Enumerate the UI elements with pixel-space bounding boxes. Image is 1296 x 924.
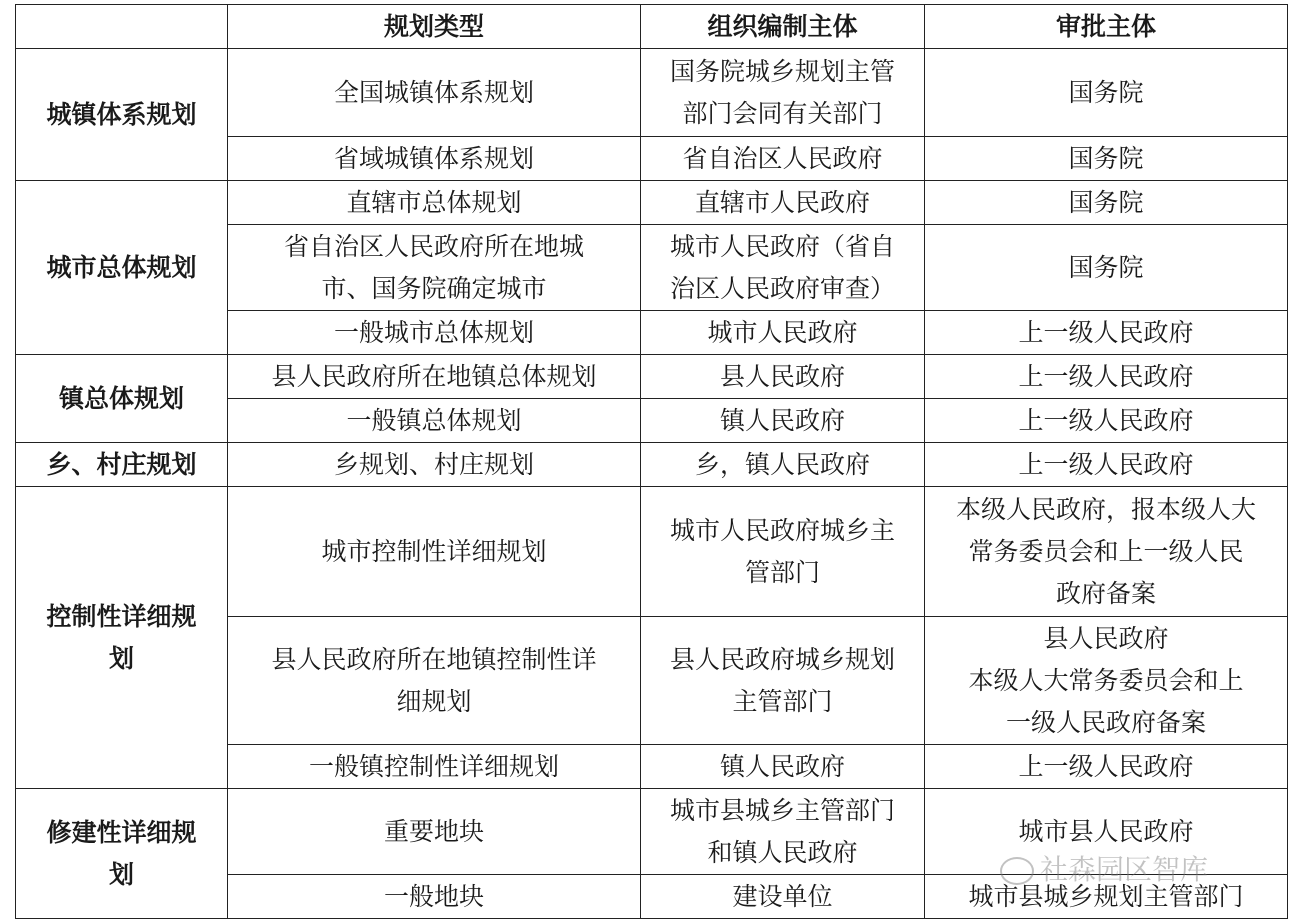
category-cell	[16, 487, 228, 789]
plan-type-cell-line: 一般镇控制性详细规划	[308, 751, 559, 781]
organizer-cell-line: 城市人民政府	[707, 317, 858, 347]
organizer-cell-line: 县人民政府城乡规划	[669, 644, 895, 674]
organizer-cell-line: 城市人民政府（省自	[669, 231, 895, 261]
table-row	[16, 355, 1288, 399]
plan-type-cell	[228, 399, 641, 443]
approver-cell-line: 县人民政府	[1043, 623, 1169, 653]
organizer-cell-line: 国务院城乡规划主管	[669, 56, 895, 86]
approver-cell	[925, 355, 1288, 399]
plan-type-cell-line: 省自治区人民政府所在地城	[283, 231, 584, 261]
approver-cell-line: 本级人民政府，报本级人大	[955, 494, 1256, 524]
organizer-cell-line: 县人民政府	[719, 361, 845, 391]
category-cell-line: 修建性详细规	[46, 817, 197, 847]
organizer-cell	[641, 355, 925, 399]
approver-cell	[925, 875, 1288, 919]
table-row	[16, 443, 1288, 487]
organizer-cell-line: 管部门	[744, 557, 820, 587]
plan-type-cell-line: 直辖市总体规划	[346, 187, 522, 217]
approver-cell	[925, 49, 1288, 137]
approver-cell	[925, 225, 1288, 311]
plan-type-cell	[228, 487, 641, 617]
approver-cell	[925, 789, 1288, 875]
organizer-cell	[641, 745, 925, 789]
approver-cell-line: 上一级人民政府	[1018, 405, 1194, 435]
category-cell	[16, 789, 228, 919]
plan-type-cell-line: 市、国务院确定城市	[321, 273, 547, 303]
header-row	[16, 5, 1288, 49]
approver-cell-line: 国务院	[1068, 143, 1144, 173]
approver-cell-line: 上一级人民政府	[1018, 449, 1194, 479]
organizer-cell-line: 镇人民政府	[719, 405, 845, 435]
approver-cell	[925, 399, 1288, 443]
organizer-cell-line: 建设单位	[732, 881, 833, 911]
category-cell-line: 乡、村庄规划	[46, 449, 197, 479]
plan-type-cell	[228, 617, 641, 745]
organizer-cell	[641, 181, 925, 225]
category-cell-line: 城市总体规划	[46, 252, 197, 282]
header-blank	[16, 5, 228, 49]
plan-type-cell-line: 省域城镇体系规划	[333, 143, 534, 173]
category-cell	[16, 181, 228, 355]
organizer-cell-line: 城市县城乡主管部门	[669, 795, 895, 825]
approver-cell	[925, 487, 1288, 617]
table-row	[16, 487, 1288, 617]
approver-cell-line: 国务院	[1068, 77, 1144, 107]
plan-type-cell	[228, 443, 641, 487]
approver-cell-line: 上一级人民政府	[1018, 361, 1194, 391]
approver-cell	[925, 745, 1288, 789]
approver-cell	[925, 181, 1288, 225]
organizer-cell	[641, 137, 925, 181]
organizer-cell	[641, 225, 925, 311]
plan-type-cell-line: 县人民政府所在地镇总体规划	[271, 361, 597, 391]
approver-cell-line: 常务委员会和上一级人民	[968, 536, 1244, 566]
header-plan-type: 规划类型	[228, 5, 641, 49]
plan-type-cell-line: 县人民政府所在地镇控制性详	[271, 644, 597, 674]
approver-cell	[925, 617, 1288, 745]
category-cell	[16, 355, 228, 443]
plan-type-cell	[228, 137, 641, 181]
organizer-cell-line: 治区人民政府审查）	[669, 273, 895, 303]
watermark-text: 社森园区智库	[1040, 853, 1209, 886]
plan-type-cell-line: 全国城镇体系规划	[333, 77, 534, 107]
organizer-cell-line: 省自治区人民政府	[682, 143, 883, 173]
category-cell	[16, 443, 228, 487]
organizer-cell	[641, 443, 925, 487]
organizer-cell	[641, 789, 925, 875]
table-row	[16, 181, 1288, 225]
approver-cell-line: 上一级人民政府	[1018, 317, 1194, 347]
plan-type-cell	[228, 49, 641, 137]
planning-table	[15, 4, 1288, 919]
organizer-cell	[641, 617, 925, 745]
approver-cell	[925, 137, 1288, 181]
plan-type-cell-line: 重要地块	[383, 816, 484, 846]
approver-cell	[925, 443, 1288, 487]
plan-type-cell	[228, 311, 641, 355]
organizer-cell	[641, 311, 925, 355]
plan-type-cell-line: 乡规划、村庄规划	[333, 449, 534, 479]
plan-type-cell	[228, 225, 641, 311]
table-body	[16, 49, 1288, 919]
table-row	[16, 789, 1288, 875]
plan-type-cell	[228, 745, 641, 789]
approver-cell-line: 城市县城乡规划主管部门	[968, 881, 1244, 911]
approver-cell-line: 一级人民政府备案	[1005, 707, 1206, 737]
category-cell-line: 城镇体系规划	[46, 99, 197, 129]
header-approver: 审批主体	[925, 5, 1288, 49]
category-cell-line: 划	[108, 643, 134, 673]
organizer-cell	[641, 399, 925, 443]
organizer-cell-line: 乡，镇人民政府	[694, 449, 870, 479]
plan-type-cell-line: 细规划	[396, 686, 472, 716]
approver-cell-line: 国务院	[1068, 252, 1144, 282]
organizer-cell-line: 直辖市人民政府	[694, 187, 870, 217]
approver-cell	[925, 311, 1288, 355]
category-cell-line: 镇总体规划	[58, 383, 184, 413]
organizer-cell	[641, 49, 925, 137]
table-header	[16, 5, 1288, 49]
organizer-cell-line: 镇人民政府	[719, 751, 845, 781]
plan-type-cell	[228, 181, 641, 225]
approver-cell-line: 国务院	[1068, 187, 1144, 217]
organizer-cell-line: 和镇人民政府	[707, 837, 858, 867]
category-cell-line: 控制性详细规	[46, 601, 197, 631]
plan-type-cell-line: 一般城市总体规划	[333, 317, 534, 347]
approver-cell-line: 城市县人民政府	[1018, 816, 1194, 846]
plan-type-cell	[228, 355, 641, 399]
category-cell	[16, 49, 228, 181]
approver-cell-line: 本级人大常务委员会和上	[968, 665, 1244, 695]
plan-type-cell-line: 一般地块	[383, 881, 484, 911]
plan-type-cell-line: 城市控制性详细规划	[321, 536, 547, 566]
category-cell-line: 划	[108, 859, 134, 889]
plan-type-cell	[228, 789, 641, 875]
organizer-cell-line: 城市人民政府城乡主	[669, 515, 895, 545]
approver-cell-line: 政府备案	[1055, 578, 1156, 608]
organizer-cell-line: 部门会同有关部门	[682, 98, 883, 128]
plan-type-cell	[228, 875, 641, 919]
organizer-cell	[641, 875, 925, 919]
plan-type-cell-line: 一般镇总体规划	[346, 405, 522, 435]
header-organizer: 组织编制主体	[641, 5, 925, 49]
organizer-cell	[641, 487, 925, 617]
organizer-cell-line: 主管部门	[732, 686, 833, 716]
approver-cell-line: 上一级人民政府	[1018, 751, 1194, 781]
table-row	[16, 49, 1288, 137]
